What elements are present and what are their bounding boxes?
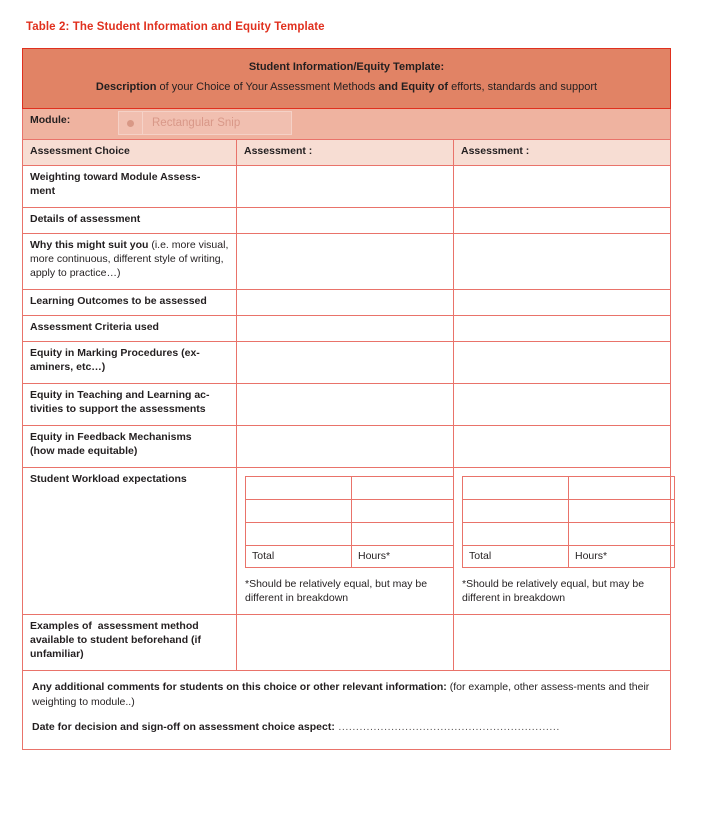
table-row <box>23 208 671 234</box>
table-row <box>23 290 671 316</box>
row-label-equity-feedback: Equity in Feedback Mechanisms (how made equitable) <box>23 426 237 468</box>
footer-comments <box>32 680 661 710</box>
row-cell-assessment-2[interactable] <box>454 234 671 290</box>
workload-note: *Should be relatively equal, but may be different in breakdown <box>245 578 428 605</box>
workload-input-right[interactable] <box>569 523 675 546</box>
workload-row <box>463 477 675 500</box>
banner-subtitle-bold-2: and Equity of <box>378 80 449 93</box>
row-label-why-suit-you <box>23 234 237 290</box>
module-label: Module: <box>30 114 71 127</box>
row-label-assessment-criteria: Assessment Criteria used <box>23 316 237 342</box>
row-cell-assessment-2[interactable] <box>454 166 671 208</box>
column-header-row <box>23 140 671 166</box>
row-label-learning-outcomes: Learning Outcomes to be assessed <box>23 290 237 316</box>
workload-input-left[interactable] <box>246 477 352 500</box>
banner-subtitle-bold-1: Description <box>95 80 157 93</box>
workload-note: *Should be relatively equal, but may be different in breakdown <box>462 578 645 605</box>
workload-input-left[interactable] <box>463 477 569 500</box>
table-row <box>23 234 671 290</box>
banner-cell <box>23 49 671 109</box>
row-label-student-workload: Student Workload expectations <box>23 468 237 615</box>
row-cell-assessment-1[interactable] <box>237 384 454 426</box>
row-label-examples: Examples of assessment method available to student beforehand (if unfamiliar) <box>23 615 237 671</box>
workload-input-left[interactable] <box>246 500 352 523</box>
workload-input-right[interactable] <box>569 500 675 523</box>
banner-subtitle <box>33 80 660 95</box>
row-cell-assessment-1[interactable] <box>237 342 454 384</box>
row-cell-assessment-2[interactable] <box>454 290 671 316</box>
footer-comments-bold: Any additional comments for students on this choice or other relevant information: <box>32 681 447 694</box>
row-label-details: Details of assessment <box>23 208 237 234</box>
header-assessment-2: Assessment : <box>454 140 671 166</box>
row-label-why-rest: (i.e. more visual, more continuous, different style of writing, apply to practice…) <box>30 239 229 280</box>
row-cell-assessment-1[interactable] <box>237 166 454 208</box>
table-row <box>23 342 671 384</box>
workload-input-left[interactable] <box>246 523 352 546</box>
workload-input-left[interactable] <box>463 523 569 546</box>
workload-hours-label: Hours* <box>352 546 458 568</box>
workload-total-row <box>246 546 458 568</box>
table-row-workload <box>23 468 671 615</box>
table-row <box>23 316 671 342</box>
workload-input-right[interactable] <box>569 477 675 500</box>
row-label-why-bold: Why this might suit you <box>30 239 149 252</box>
row-label-weighting: Weighting toward Module Assess- ment <box>23 166 237 208</box>
workload-total-label: Total <box>463 546 569 568</box>
row-label-equity-marking: Equity in Marking Procedures (ex- aminers, etc…) <box>23 342 237 384</box>
workload-input-right[interactable] <box>352 477 458 500</box>
row-cell-assessment-2[interactable] <box>454 342 671 384</box>
banner-subtitle-mid: of your Choice of Your Assessment Methods <box>156 80 379 93</box>
table-banner-row <box>23 49 671 109</box>
footer-comments-rest: (for example, other assess-ments and their weighting to module..) <box>32 681 650 709</box>
row-cell-assessment-1[interactable] <box>237 208 454 234</box>
row-cell-assessment-1[interactable] <box>237 316 454 342</box>
rectangular-snip-label: Rectangular Snip <box>152 117 241 129</box>
workload-row <box>246 523 458 546</box>
row-cell-assessment-2[interactable] <box>454 384 671 426</box>
table-row <box>23 426 671 468</box>
workload-total-label: Total <box>246 546 352 568</box>
table-footer-row <box>23 671 671 750</box>
workload-cell-assessment-2 <box>454 468 671 615</box>
workload-row <box>246 500 458 523</box>
workload-row <box>463 523 675 546</box>
table-row <box>23 166 671 208</box>
row-cell-assessment-1[interactable] <box>237 426 454 468</box>
row-cell-assessment-2[interactable] <box>454 426 671 468</box>
footer-cell <box>23 671 671 750</box>
header-assessment-1: Assessment : <box>237 140 454 166</box>
student-information-equity-table <box>22 48 671 750</box>
workload-input-right[interactable] <box>352 523 458 546</box>
banner-subtitle-end: efforts, standards and support <box>448 80 598 93</box>
header-assessment-choice: Assessment Choice <box>23 140 237 166</box>
module-cell <box>23 109 671 140</box>
footer-date <box>32 720 661 735</box>
workload-breakdown-table <box>245 476 458 568</box>
row-cell-assessment-2[interactable] <box>454 208 671 234</box>
row-cell-assessment-2[interactable] <box>454 316 671 342</box>
table-row <box>23 384 671 426</box>
row-cell-assessment-1[interactable] <box>237 290 454 316</box>
workload-total-row <box>463 546 675 568</box>
workload-input-left[interactable] <box>463 500 569 523</box>
row-cell-assessment-1[interactable] <box>237 615 454 671</box>
banner-title: Student Information/Equity Template: <box>248 61 445 73</box>
row-cell-assessment-1[interactable] <box>237 234 454 290</box>
workload-row <box>463 500 675 523</box>
footer-date-bold: Date for decision and sign-off on assessment choice aspect: <box>32 721 335 734</box>
workload-breakdown-table <box>462 476 675 568</box>
workload-cell-assessment-1 <box>237 468 454 615</box>
footer-date-dots[interactable]: ............................................................... <box>334 721 560 734</box>
workload-input-right[interactable] <box>352 500 458 523</box>
table-row <box>23 615 671 671</box>
table-caption: Table 2: The Student Information and Equity Template <box>26 21 325 33</box>
workload-row <box>246 477 458 500</box>
workload-hours-label: Hours* <box>569 546 675 568</box>
row-label-equity-teaching: Equity in Teaching and Learning ac- tivities to support the assessments <box>23 384 237 426</box>
module-row <box>23 109 671 140</box>
row-cell-assessment-2[interactable] <box>454 615 671 671</box>
